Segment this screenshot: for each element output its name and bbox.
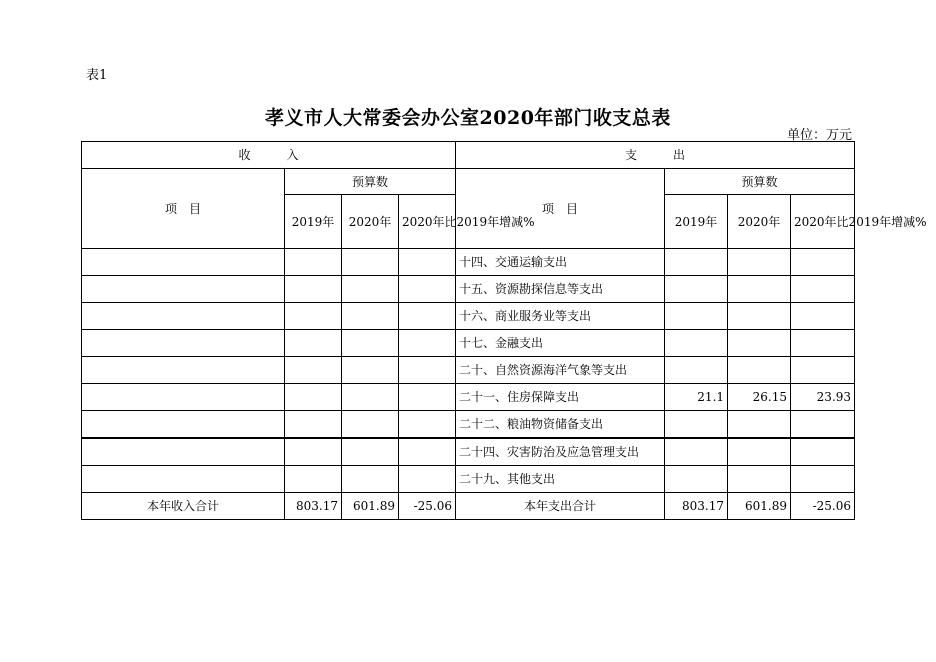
income-2020-header: 2020年 bbox=[342, 195, 399, 249]
income-2019-cell bbox=[285, 466, 342, 493]
expense-2019-cell: 21.1 bbox=[665, 384, 728, 411]
income-2019-cell bbox=[285, 303, 342, 330]
income-2020-cell bbox=[342, 330, 399, 357]
table-row bbox=[82, 411, 855, 439]
income-item-cell bbox=[82, 384, 285, 411]
page-title: 孝义市人大常委会办公室2020年部门收支总表 bbox=[265, 107, 671, 129]
expense-change-cell bbox=[791, 330, 855, 357]
expense-2019-cell bbox=[665, 303, 728, 330]
expense-2019-cell bbox=[665, 411, 728, 439]
expense-item-cell: 十四、交通运输支出 bbox=[456, 249, 665, 276]
income-total-label: 本年收入合计 bbox=[82, 493, 285, 520]
income-header: 收 入 bbox=[82, 142, 456, 169]
income-change-cell bbox=[399, 276, 456, 303]
expense-2020-cell bbox=[728, 276, 791, 303]
expense-item-cell: 十五、资源勘探信息等支出 bbox=[456, 276, 665, 303]
expense-change-cell bbox=[791, 357, 855, 384]
income-item-cell bbox=[82, 466, 285, 493]
table-row bbox=[82, 384, 855, 411]
expense-item-cell: 二十四、灾害防治及应急管理支出 bbox=[456, 438, 665, 466]
income-change-cell bbox=[399, 357, 456, 384]
expense-budget-header: 预算数 bbox=[665, 169, 855, 195]
expense-item-cell: 十六、商业服务业等支出 bbox=[456, 303, 665, 330]
expense-change-cell bbox=[791, 438, 855, 466]
income-change-cell bbox=[399, 438, 456, 466]
income-2020-cell bbox=[342, 303, 399, 330]
income-total-change: -25.06 bbox=[399, 493, 456, 520]
expense-change-header: 2020年比2019年增减% bbox=[791, 195, 855, 249]
expense-total-2019: 803.17 bbox=[665, 493, 728, 520]
income-2020-cell bbox=[342, 411, 399, 439]
income-item-cell bbox=[82, 357, 285, 384]
expense-2020-cell bbox=[728, 438, 791, 466]
income-2019-cell bbox=[285, 276, 342, 303]
income-change-cell bbox=[399, 411, 456, 439]
table-number: 表1 bbox=[86, 68, 108, 83]
expense-item-cell: 二十、自然资源海洋气象等支出 bbox=[456, 357, 665, 384]
unit-label: 单位：万元 bbox=[786, 128, 852, 143]
income-2019-header: 2019年 bbox=[285, 195, 342, 249]
expense-2019-cell bbox=[665, 330, 728, 357]
income-change-cell bbox=[399, 466, 456, 493]
income-item-cell bbox=[82, 276, 285, 303]
income-change-cell bbox=[399, 330, 456, 357]
income-2020-cell bbox=[342, 384, 399, 411]
income-change-cell bbox=[399, 303, 456, 330]
expense-item-cell: 二十一、住房保障支出 bbox=[456, 384, 665, 411]
expense-change-cell bbox=[791, 249, 855, 276]
income-change-cell bbox=[399, 249, 456, 276]
expense-2020-cell bbox=[728, 357, 791, 384]
income-2019-cell bbox=[285, 384, 342, 411]
income-2020-cell bbox=[342, 249, 399, 276]
table-row bbox=[82, 330, 855, 357]
expense-change-cell bbox=[791, 466, 855, 493]
income-2020-cell bbox=[342, 357, 399, 384]
income-2019-cell bbox=[285, 357, 342, 384]
income-change-header: 2020年比2019年增减% bbox=[399, 195, 456, 249]
expense-2019-cell bbox=[665, 357, 728, 384]
income-item-cell bbox=[82, 438, 285, 466]
income-2019-cell bbox=[285, 411, 342, 439]
income-budget-header: 预算数 bbox=[285, 169, 456, 195]
income-item-cell bbox=[82, 411, 285, 439]
table-row bbox=[82, 466, 855, 493]
table-row bbox=[82, 249, 855, 276]
expense-2020-cell bbox=[728, 411, 791, 439]
table-row bbox=[82, 276, 855, 303]
income-2019-cell bbox=[285, 438, 342, 466]
income-item-header: 项 目 bbox=[82, 169, 285, 249]
income-2020-cell bbox=[342, 466, 399, 493]
expense-item-cell: 二十二、粮油物资储备支出 bbox=[456, 411, 665, 439]
expense-total-2020: 601.89 bbox=[728, 493, 791, 520]
income-item-cell bbox=[82, 303, 285, 330]
income-item-cell bbox=[82, 330, 285, 357]
expense-item-header: 项 目 bbox=[456, 169, 665, 249]
income-total-2019: 803.17 bbox=[285, 493, 342, 520]
expense-total-label: 本年支出合计 bbox=[456, 493, 665, 520]
table-row bbox=[82, 357, 855, 384]
expense-2020-cell bbox=[728, 249, 791, 276]
expense-item-cell: 十七、金融支出 bbox=[456, 330, 665, 357]
expense-2020-header: 2020年 bbox=[728, 195, 791, 249]
expense-2019-header: 2019年 bbox=[665, 195, 728, 249]
expense-2020-cell: 26.15 bbox=[728, 384, 791, 411]
income-total-2020: 601.89 bbox=[342, 493, 399, 520]
income-item-cell bbox=[82, 249, 285, 276]
expense-change-cell bbox=[791, 276, 855, 303]
expense-2019-cell bbox=[665, 276, 728, 303]
expense-change-cell bbox=[791, 411, 855, 439]
expense-2019-cell bbox=[665, 438, 728, 466]
income-2019-cell bbox=[285, 330, 342, 357]
expense-2019-cell bbox=[665, 249, 728, 276]
expense-change-cell: 23.93 bbox=[791, 384, 855, 411]
expense-2020-cell bbox=[728, 303, 791, 330]
income-2020-cell bbox=[342, 438, 399, 466]
table-row bbox=[82, 303, 855, 330]
expense-2020-cell bbox=[728, 330, 791, 357]
budget-summary-table bbox=[81, 141, 927, 520]
totals-row bbox=[82, 493, 855, 520]
expense-2019-cell bbox=[665, 466, 728, 493]
expense-item-cell: 二十九、其他支出 bbox=[456, 466, 665, 493]
expense-total-change: -25.06 bbox=[791, 493, 855, 520]
table-row bbox=[82, 438, 855, 466]
income-2020-cell bbox=[342, 276, 399, 303]
expense-change-cell bbox=[791, 303, 855, 330]
expense-header: 支 出 bbox=[456, 142, 855, 169]
income-change-cell bbox=[399, 384, 456, 411]
expense-2020-cell bbox=[728, 466, 791, 493]
income-2019-cell bbox=[285, 249, 342, 276]
